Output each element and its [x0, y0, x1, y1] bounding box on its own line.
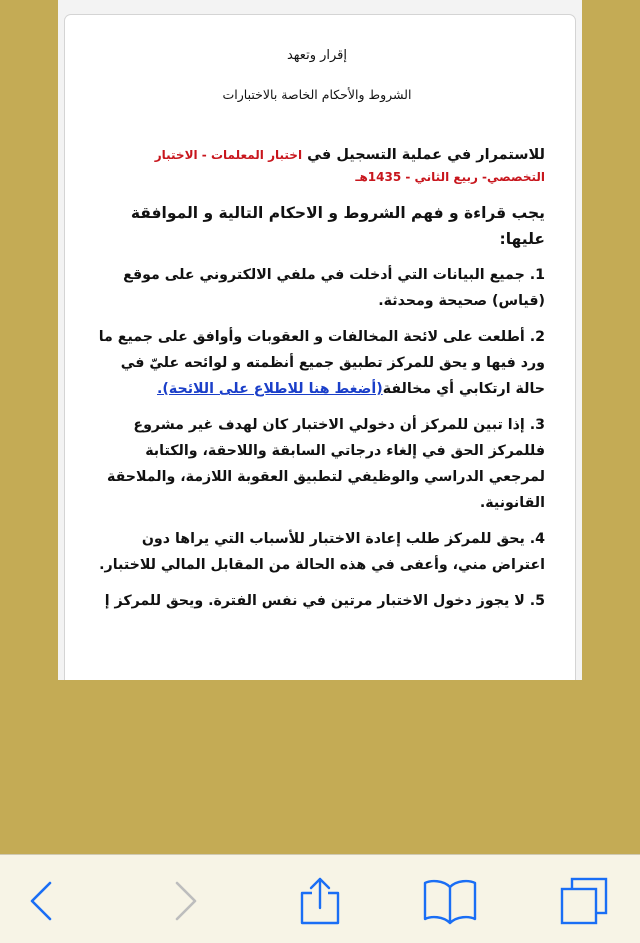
- tabs-icon: [560, 877, 608, 925]
- term-item: 5. لا يجوز دخول الاختبار مرتين في نفس الفترة. ويحق للمركز إ: [104, 593, 545, 609]
- document-content: [65, 48, 575, 614]
- exam-name: اختبار المعلمات - الاختبار التخصصي- ربيع الثاني - 1435هـ: [154, 148, 545, 184]
- term-item: [89, 324, 545, 402]
- term-item: 1. جميع البيانات التي أدخلت في ملفي الالكتروني على موقع (قياس) صحيحة ومحدثة.: [123, 267, 545, 309]
- intro-paragraph: [89, 144, 545, 188]
- share-button[interactable]: [298, 877, 342, 925]
- browser-toolbar: [0, 854, 640, 943]
- document-title: إقرار وتعهد: [286, 48, 347, 63]
- browser-page-frame: [58, 0, 582, 680]
- back-button[interactable]: [20, 877, 64, 925]
- term-item: 4. يحق للمركز طلب إعادة الاختبار للأسباب التي يراها دون اعتراض مني، وأعفى في هذه الحالة من المقابل المالي للاختبار.: [99, 531, 545, 573]
- forward-button[interactable]: [164, 877, 208, 925]
- intro-prefix: للاستمرار في عملية التسجيل في: [307, 147, 545, 163]
- back-icon: [20, 877, 64, 925]
- terms-lead: يجب قراءة و فهم الشروط و الاحكام التالية و الموافقة عليها:: [130, 204, 545, 248]
- document-page[interactable]: [64, 14, 576, 680]
- term-text: 2. أطلعت على لائحة المخالفات و العقوبات وأوافق على جميع ما ورد فيها و يحق للمركز تطبيق جميع أنظمته و لوائحه عليّ في حالة ارتكابي أي مخالفة: [98, 329, 545, 397]
- bookmarks-icon: [423, 877, 477, 925]
- forward-icon: [164, 877, 208, 925]
- regulations-link[interactable]: (أضغط هنا للاطلاع على اللائحة).: [157, 381, 383, 397]
- share-icon: [298, 877, 342, 925]
- tabs-button[interactable]: [560, 877, 604, 925]
- term-item: 3. إذا تبين للمركز أن دخولي الاختبار كان لهدف غير مشروع فللمركز الحق في إلغاء درجاتي السابقة واللاحقة، والكتابة لمرجعي الدراسي والوظيفي لتطبيق العقوبة اللازمة، والملاحقة القانونية.: [106, 417, 545, 511]
- document-subtitle: الشروط والأحكام الخاصة بالاختبارات: [222, 87, 412, 102]
- bookmarks-button[interactable]: [428, 877, 472, 925]
